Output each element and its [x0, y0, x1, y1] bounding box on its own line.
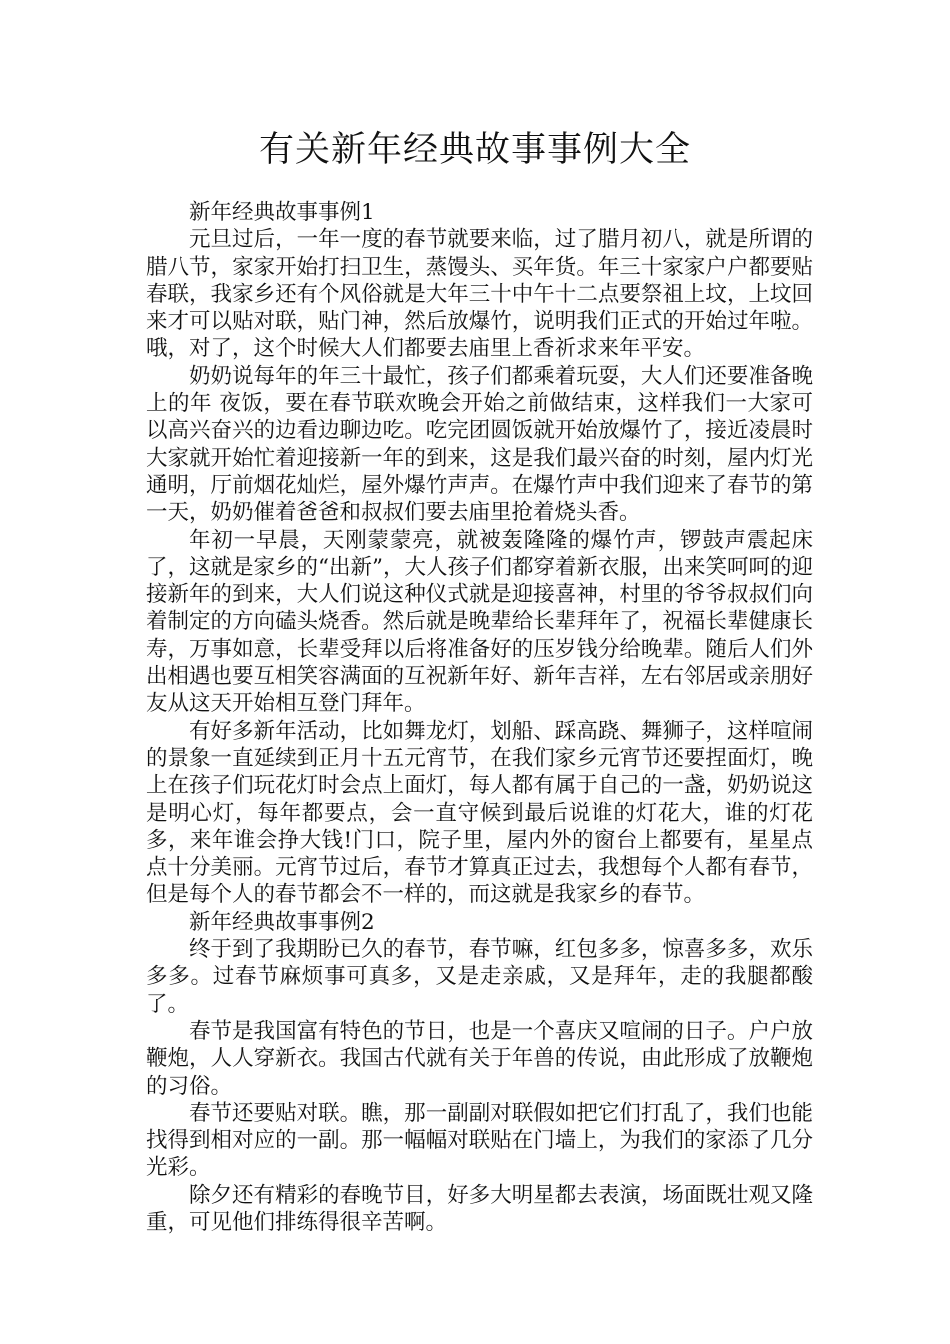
- paragraph: 奶奶说每年的年三十最忙，孩子们都乘着玩耍，大人们还要准备晚上的年 夜饭，要在春节联欢晚会开始之前做结束，这样我们一大家可以高兴奋兴的边看边聊边吃。吃完团圆饭就开始放爆竹了，接近凌晨时大家就开始忙着迎接新一年的到来，这是我们最兴奋的时刻，屋内灯光通明，厅前烟花灿烂，屋外爆竹声声。在爆竹声中我们迎来了春节的第一天，奶奶催着爸爸和叔叔们要去庙里抢着烧头香。: [146, 363, 813, 526]
- paragraph: 春节还要贴对联。瞧，那一副副对联假如把它们打乱了，我们也能找得到相对应的一副。那一幅幅对联贴在门墙上，为我们的家添了几分光彩。: [146, 1100, 813, 1181]
- paragraph: 除夕还有精彩的春晚节目，好多大明星都去表演，场面既壮观又隆重，可见他们排练得很辛苦啊。: [146, 1182, 813, 1235]
- section-heading-1: 新年经典故事事例1: [189, 200, 375, 225]
- section-heading-2: 新年经典故事事例2: [189, 909, 375, 935]
- paragraph: 年初一早晨，天刚蒙蒙亮，就被轰隆隆的爆竹声，锣鼓声震起床了，这就是家乡的“出新”，大人孩子们都穿着新衣服，出来笑呵呵的迎接新年的到来，大人们说这种仪式就是迎接喜神，村里的爷爷叔叔们向着制定的方向磕头烧香。然后就是晚辈给长辈拜年了，祝福长辈健康长寿，万事如意，长辈受拜以后将准备好的压岁钱分给晚辈。随后人们外出相遇也要互相笑容满面的互祝新年好、新年吉祥，左右邻居或亲朋好友从这天开始相互登门拜年。: [146, 527, 813, 717]
- paragraph: 春节是我国富有特色的节日，也是一个喜庆又喧闹的日子。户户放鞭炮，人人穿新衣。我国古代就有关于年兽的传说，由此形成了放鞭炮的习俗。: [146, 1018, 813, 1099]
- paragraph: 终于到了我期盼已久的春节，春节嘛，红包多多，惊喜多多，欢乐多多。过春节麻烦事可真多，又是走亲戚，又是拜年，走的我腿都酸了。: [146, 937, 813, 1017]
- paragraph: 元旦过后，一年一度的春节就要来临，过了腊月初八，就是所谓的腊八节，家家开始打扫卫生，蒸馒头、买年货。年三十家家户户都要贴春联，我家乡还有个风俗就是大年三十中午十二点要祭祖上坟，上坟回来才可以贴对联，贴门神，然后放爆竹，说明我们正式的开始过年啦。哦，对了，这个时候大人们都要去庙里上香祈求来年平安。: [146, 227, 813, 362]
- paragraph: 有好多新年活动，比如舞龙灯，划船、踩高跷、舞狮子，这样喧闹的景象一直延续到正月十五元宵节，在我们家乡元宵节还要捏面灯，晚上在孩子们玩花灯时会点上面灯，每人都有属于自己的一盏，奶奶说这是明心灯，每年都要点，会一直守候到最后说谁的灯花大，谁的灯花多，来年谁会挣大钱!门口，院子里，屋内外的窗台上都要有，星星点点十分美丽。元宵节过后，春节才算真正过去，我想每个人都有春节，但是每个人的春节都会不一样的，而这就是我家乡的春节。: [146, 718, 813, 908]
- document-body: [146, 199, 813, 1236]
- document-title: 有关新年经典故事事例大全: [258, 130, 691, 170]
